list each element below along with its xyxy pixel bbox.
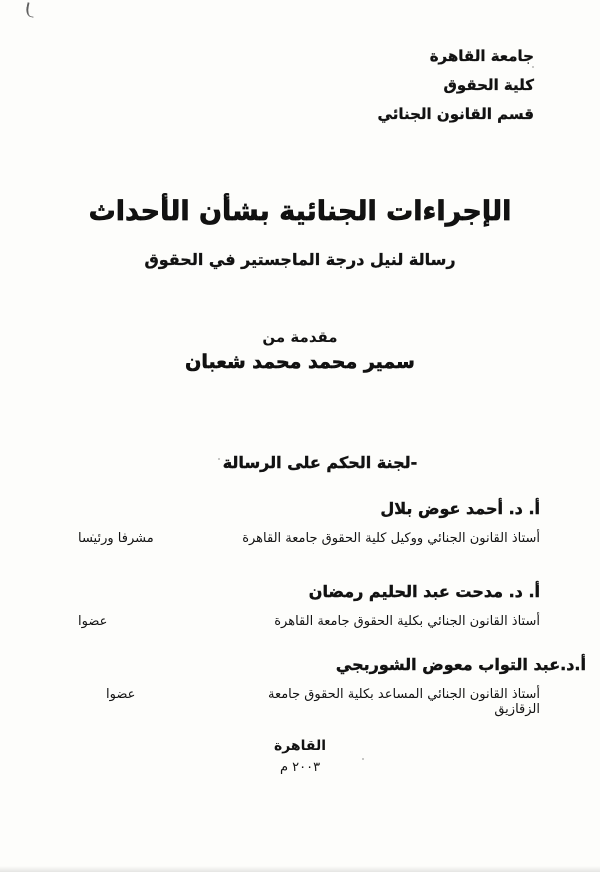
author-name: سمير محمد محمد شعبان (185, 351, 415, 373)
member-description: أستاذ القانون الجنائي ووكيل كلية الحقوق جامعة القاهرة (242, 531, 540, 546)
committee-heading: -لجنة الحكم على الرسالة (222, 453, 418, 472)
footer-year: ٢٠٠٣ م (279, 760, 321, 775)
committee-member (78, 582, 540, 629)
footer-city: القاهرة (273, 738, 327, 754)
member-description: أستاذ القانون الجنائي بكلية الحقوق جامعة القاهرة (274, 614, 540, 629)
member-role: عضوا (78, 614, 108, 629)
member-role: مشرفا ورئيسا (78, 531, 154, 546)
scan-edge-shadow (0, 866, 600, 872)
member-name: أ. د. مدحت عبد الحليم رمضان (308, 582, 540, 601)
committee-member (78, 499, 540, 546)
presented-by-label: مقدمة من (262, 328, 338, 346)
member-name: أ. د. أحمد عوض بلال (380, 499, 540, 518)
thesis-subtitle: رسالة لنيل درجة الماجستير في الحقوق (144, 250, 456, 269)
institution-header (378, 42, 534, 129)
department-name: قسم القانون الجنائي (377, 105, 534, 123)
member-description: أستاذ القانون الجنائي المساعد بكلية الحقوق جامعة الزقازيق (267, 687, 540, 717)
committee-member (106, 655, 586, 717)
university-name: جامعة القاهرة (429, 47, 534, 65)
member-name: أ.د.عبد التواب معوض الشوربجي (335, 655, 586, 674)
faculty-name: كلية الحقوق (443, 76, 534, 94)
member-role: عضوا (106, 687, 136, 702)
scan-artifact-squiggle (25, 2, 37, 18)
thesis-title: الإجراءات الجنائية بشأن الأحداث (88, 196, 512, 227)
